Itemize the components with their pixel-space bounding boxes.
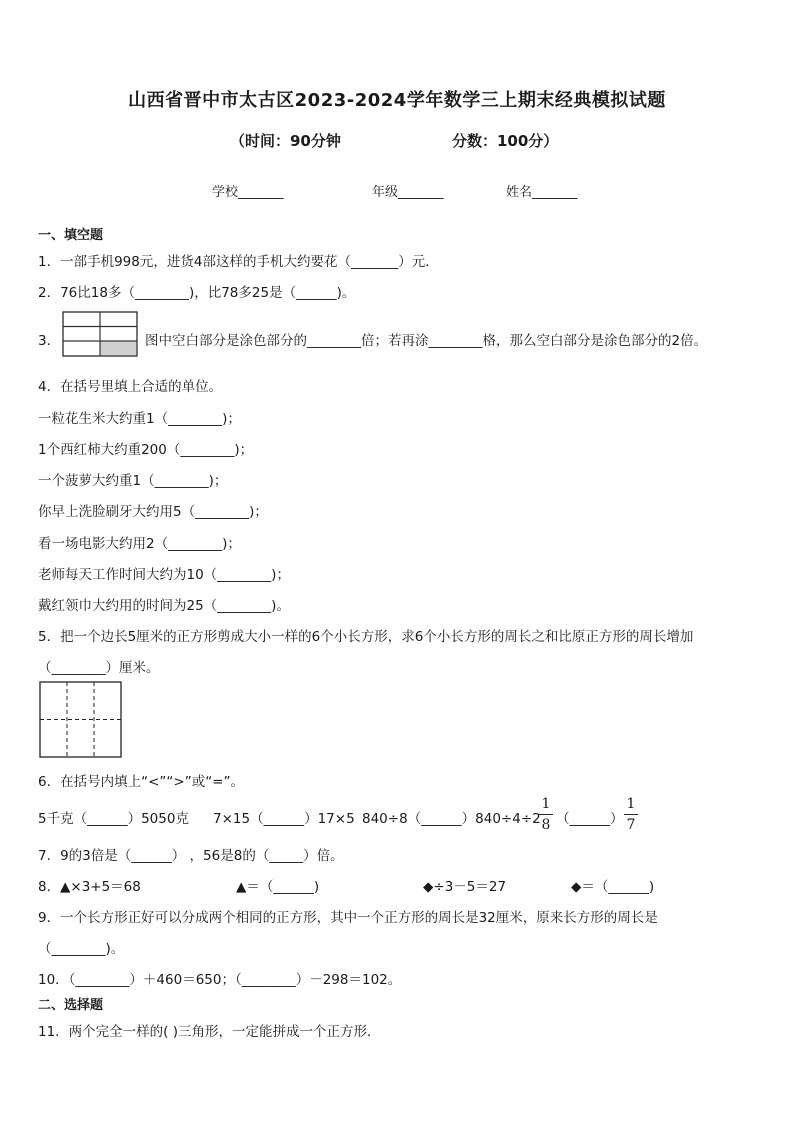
question-5-line2: （________）厘米。 — [38, 660, 160, 676]
question-4-item: 你早上洗脸刷牙大约用5（________)； — [38, 504, 268, 520]
question-10: 10．（________）＋460＝650；（________）－298＝102。 — [38, 972, 402, 988]
question-4-item: 看一场电影大约用2（________)； — [38, 536, 241, 552]
question-9-line1: 9．一个长方形正好可以分成两个相同的正方形，其中一个正方形的周长是32厘米，原来长方形的周长是 — [38, 910, 658, 926]
school-blank: _______ — [238, 185, 284, 200]
fraction-numerator: 1 — [541, 796, 551, 812]
section-fill-title: 一、填空题 — [38, 228, 104, 243]
grade-blank: _______ — [398, 185, 444, 200]
fraction-denominator: 7 — [626, 817, 636, 833]
question-3-text: 图中空白部分是涂色部分的________倍；若再涂________格，那么空白部分是涂色部分的2倍。 — [145, 333, 708, 349]
question-5-square-figure — [39, 681, 123, 759]
question-2: 2．76比18多（________)，比78多25是（______)。 — [38, 285, 356, 301]
question-4-item: 一个菠萝大约重1（________)； — [38, 473, 228, 489]
question-1: 1．一部手机998元，进货4部这样的手机大约要花（_______）元． — [38, 254, 439, 270]
question-6-frac-blank: （______） — [556, 811, 624, 827]
question-5-line1: 5．把一个边长5厘米的正方形剪成大小一样的6个小长方形，求6个小长方形的周长之和比原正方形的周长增加 — [38, 629, 694, 645]
school-field — [212, 181, 284, 200]
question-8-item: ◆÷3－5＝27 — [423, 879, 507, 895]
fraction-one-seventh — [624, 795, 638, 834]
exam-score: 分数：100分） — [452, 132, 559, 150]
question-7: 7．9的3倍是（______） ，56是8的（_____）倍。 — [38, 848, 344, 864]
grade-label: 年级 — [372, 185, 399, 200]
question-6-item: 5千克（______）5050克 — [38, 811, 189, 827]
question-4-item: 1个西红柿大约重200（________)； — [38, 442, 254, 458]
question-11: 11．两个完全一样的( )三角形，一定能拼成一个正方形． — [38, 1024, 381, 1040]
question-6: 6．在括号内填上“<”“>”或“=”。 — [38, 774, 244, 790]
question-4-item: 一粒花生米大约重1（________)； — [38, 411, 241, 427]
section-choice-title: 二、选择题 — [38, 998, 104, 1013]
question-9-line2: （________)。 — [38, 941, 125, 957]
fraction-bar — [624, 814, 638, 815]
question-8-item: ◆＝（______) — [571, 879, 655, 895]
page-title: 山西省晋中市太古区2023-2024学年数学三上期末经典模拟试题 — [128, 90, 666, 111]
question-8-item: ▲＝（______) — [236, 879, 320, 895]
fraction-one-eighth — [539, 795, 553, 834]
fraction-bar — [539, 814, 553, 815]
grade-field — [372, 181, 444, 200]
name-label: 姓名 — [506, 185, 533, 200]
question-6-item: 840÷8（______）840÷4÷2 — [362, 811, 541, 827]
question-6-item: 7×15（______）17×5 — [213, 811, 355, 827]
question-4: 4．在括号里填上合适的单位。 — [38, 379, 223, 395]
school-label: 学校 — [212, 185, 239, 200]
fraction-numerator: 1 — [626, 796, 636, 812]
question-4-item: 老师每天工作时间大约为10（________)； — [38, 567, 290, 583]
question-8-item: ▲×3+5＝68 — [60, 879, 141, 895]
question-8-number: 8． — [38, 879, 61, 895]
name-blank: _______ — [532, 185, 578, 200]
question-3-number: 3． — [38, 333, 61, 349]
exam-time: （时间：90分钟 — [230, 132, 341, 150]
name-field — [506, 181, 578, 200]
question-4-item: 戴红领巾大约用的时间为25（________)。 — [38, 598, 290, 614]
fraction-denominator: 8 — [541, 817, 551, 833]
question-3-grid-figure — [62, 311, 138, 357]
